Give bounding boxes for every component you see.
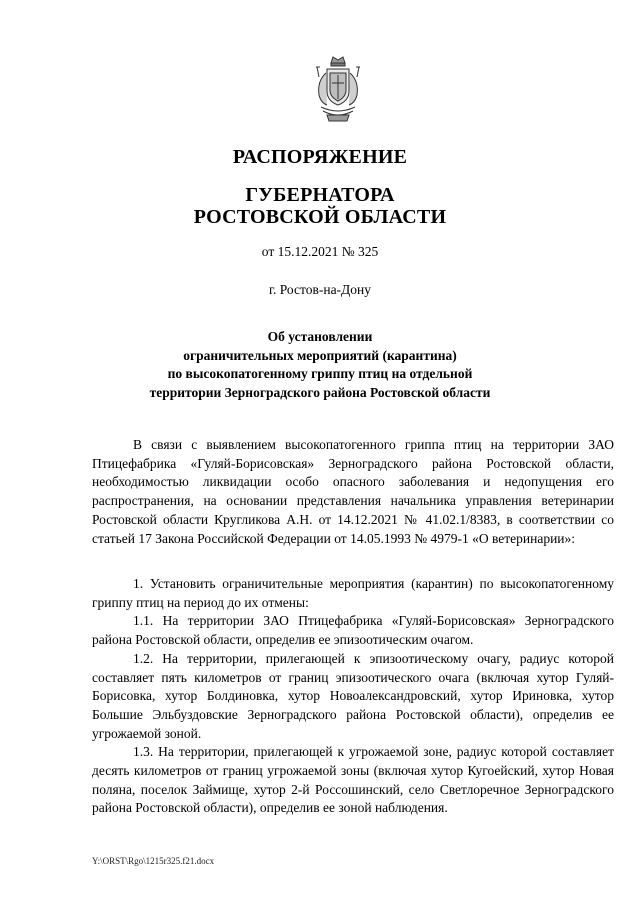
subject-line: ограничительных мероприятий (карантина) <box>183 347 457 363</box>
file-path-footer: Y:\ORST\Rgo\1215r325.f21.docx <box>92 856 215 866</box>
document-date-number: от 15.12.2021 № 325 <box>261 244 379 259</box>
document-subject <box>0 328 640 403</box>
subject-line: территории Зерноградского района Ростовской области <box>149 385 491 401</box>
coat-of-arms-icon <box>313 55 363 123</box>
order-point-1: 1. Установить ограничительные мероприятия (карантин) по высокопатогенному гриппу птиц на период до их отмены: <box>92 576 614 610</box>
document-title: РАСПОРЯЖЕНИЕ <box>232 146 408 168</box>
order-point-1-3: 1.3. На территории, прилегающей к угрожаемой зоне, радиус которой составляет десять километров от границ угрожаемой зоны (включая хутор Кугоейский, хутор Новая поляна, поселок Займище, хутор 2-й Россошинский, село Светлоречное Зерноградского района Ростовской области), определив ее зоной наблюдения. <box>92 744 614 816</box>
preamble-paragraph: В связи с выявлением высокопатогенного гриппа птиц на территории ЗАО Птицефабрика «Гуляй-Борисовская» Зерноградского района Ростовской области, необходимостью ликвидации особо опасного заболевания и недопущения его распространения, на основании представления начальника управления ветеринарии Ростовской области Кругликова А.Н. от 14.12.2021 № 41.02.1/8383, в соответствии со статьей 17 Закона Российской Федерации от 14.05.1993 № 4979-1 «О ветеринарии»: <box>92 437 614 546</box>
preamble <box>92 436 614 548</box>
issuer-line-1: ГУБЕРНАТОРА <box>245 184 395 206</box>
document-city: г. Ростов-на-Дону <box>268 282 371 297</box>
issuer-line-2: РОСТОВСКОЙ ОБЛАСТИ <box>193 206 447 228</box>
order-point-1-1: 1.1. На территории ЗАО Птицефабрика «Гуляй-Борисовская» Зерноградского района Ростовской области, определив ее эпизоотическим очагом. <box>92 613 614 648</box>
order-point-1-2: 1.2. На территории, прилегающей к эпизоотическому очагу, радиус которой составляет пять километров от границ эпизоотического очага (включая хутор Гуляй-Борисовка, хутор Болдиновка, хутор Новоалександровский, хутор Ириновка, хутор Большие Эльбуздовские Зерноградского района Ростовской области), определив ее угрожаемой зоной. <box>92 650 614 741</box>
order-points <box>92 575 614 818</box>
subject-line: по высокопатогенному гриппу птиц на отдельной <box>167 366 473 382</box>
subject-line: Об установлении <box>267 329 373 344</box>
